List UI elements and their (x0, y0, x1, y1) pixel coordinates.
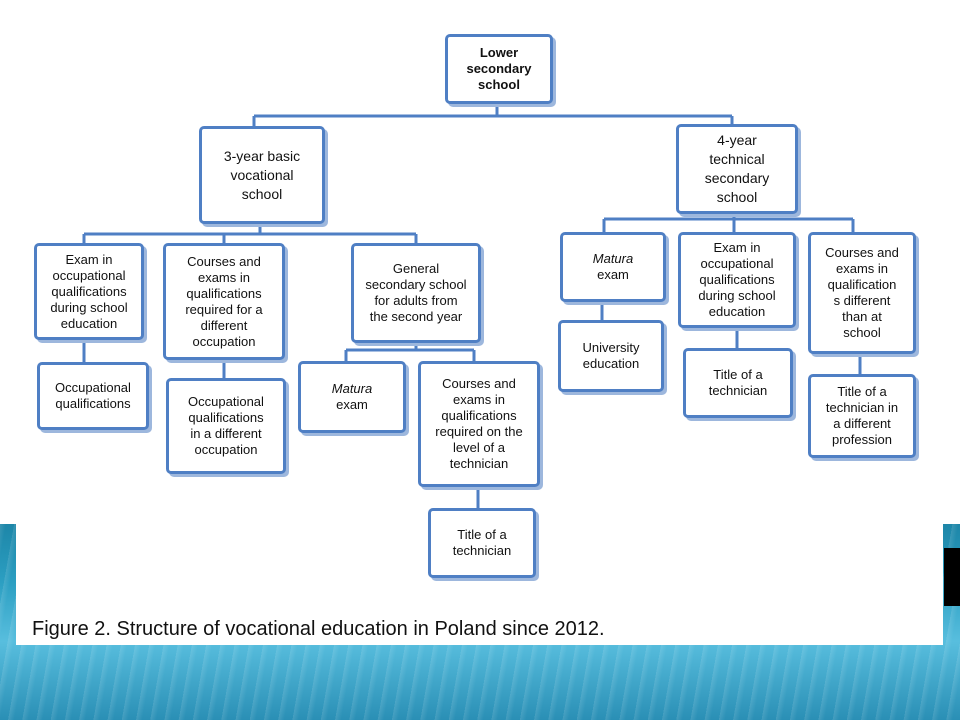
node-label: Lower secondary school (466, 45, 532, 92)
node-occupational-qualifications (37, 362, 149, 430)
node-label: Exam in occupational qualifications during school education (698, 240, 776, 319)
node-label: Title of a technician in a different profession (825, 384, 899, 447)
node-label: Courses and exams in qualifications required for a different occupation (185, 253, 263, 349)
node-lower-secondary-school (445, 34, 553, 104)
node-exam-occupational-school (34, 243, 144, 340)
node-occupational-qualifications-different (166, 378, 286, 474)
node-courses-different-than-school (808, 232, 916, 354)
node-title-technician-different (808, 374, 916, 458)
node-label: Courses and exams in qualifications required on the level of a technician (435, 376, 523, 471)
figure-caption: Figure 2. Structure of vocational education in Poland since 2012. (32, 618, 605, 640)
exam-label: exam (597, 267, 629, 282)
node-label: Title of a technician (708, 367, 768, 398)
node-label: Exam in occupational qualifications during school education (50, 251, 128, 331)
node-title-technician-mid (683, 348, 793, 418)
node-technical-secondary-school (676, 124, 798, 214)
node-label: University education (582, 340, 640, 371)
node-title-technician-left (428, 508, 536, 578)
node-matura-exam-left (298, 361, 406, 433)
node-label: Occupational qualifications in a different occupation (188, 394, 264, 457)
node-label: Courses and exams in qualification s different than at school (825, 245, 899, 340)
matura-label: Matura (592, 251, 634, 266)
node-exam-occupational-school-right (678, 232, 796, 328)
node-label: 3-year basic vocational school (223, 147, 301, 202)
node-label: Occupational qualifications (55, 380, 131, 411)
node-matura-exam-right (560, 232, 666, 302)
node-label: 4-year technical secondary school (704, 132, 770, 205)
exam-label: exam (336, 397, 368, 412)
node-general-secondary-adults (351, 243, 481, 343)
node-basic-vocational-school (199, 126, 325, 224)
node-label: Title of a technician (452, 527, 512, 558)
matura-label: Matura (331, 381, 373, 396)
node-university-education (558, 320, 664, 392)
node-courses-technician-level (418, 361, 540, 487)
node-courses-different-occupation (163, 243, 285, 360)
node-label: General secondary school for adults from the second year (365, 261, 467, 324)
